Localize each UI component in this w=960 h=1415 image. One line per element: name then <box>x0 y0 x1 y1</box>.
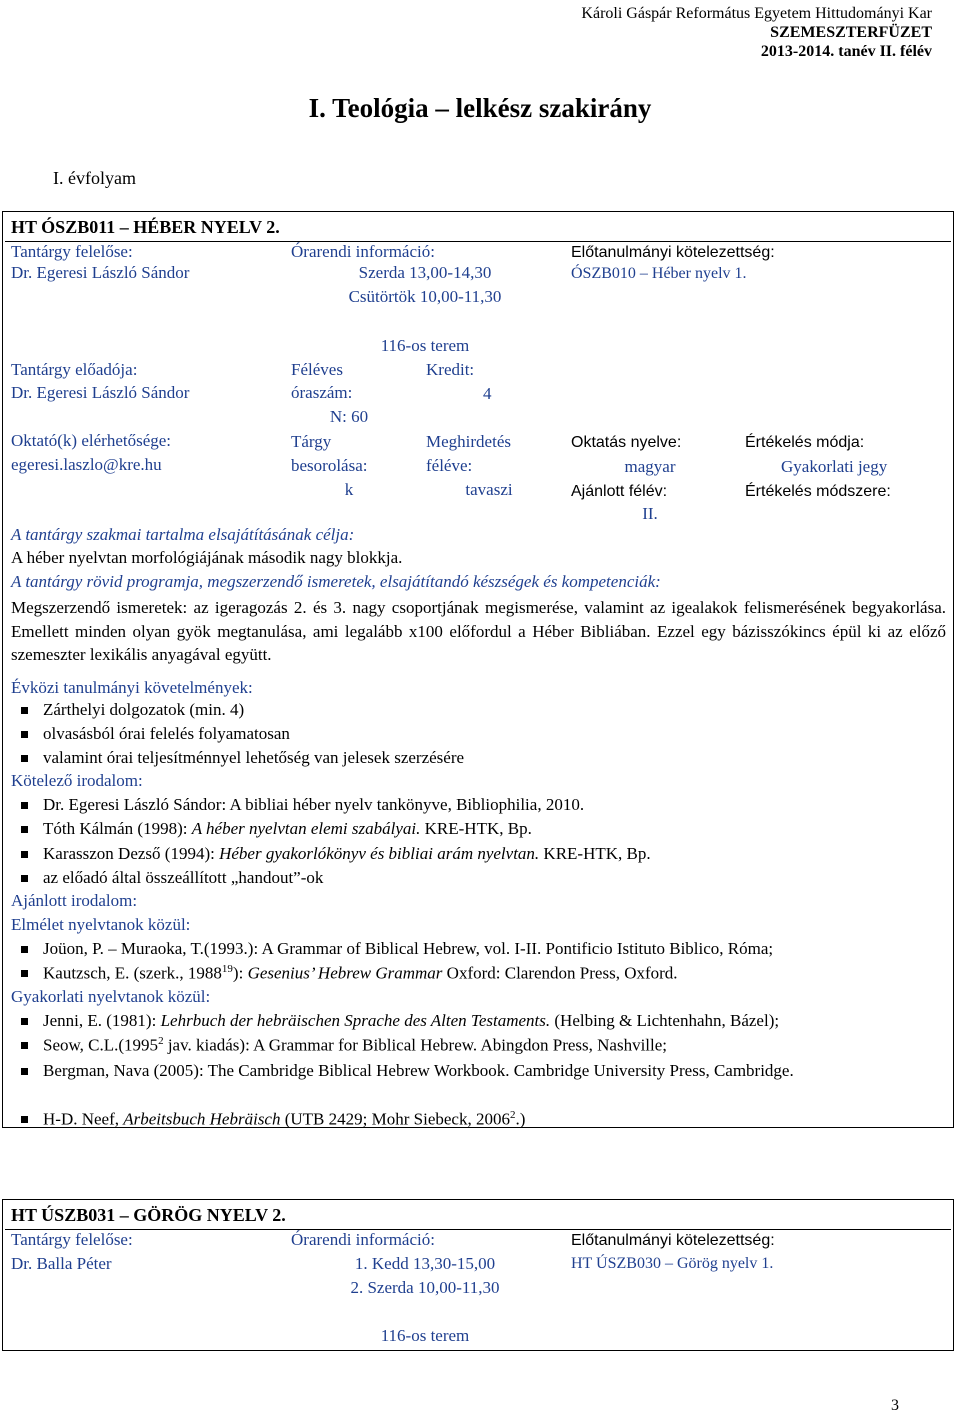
practice-item <box>13 1109 525 1130</box>
course-card-hebrew <box>2 211 954 1128</box>
theory-publisher: Pontificio Istituto Biblico, Róma; <box>541 939 774 958</box>
announce-label-1: Meghirdetés <box>426 432 511 451</box>
page-number: 3 <box>891 1397 899 1414</box>
eval-value: Gyakorlati jegy <box>781 457 888 476</box>
lecturer-name: Dr. Egeresi László Sándor <box>11 383 190 402</box>
lit-author: Karasszon Dezső (1994): <box>43 844 220 863</box>
edition-sup: 2 <box>509 1109 516 1121</box>
lit-publisher: KRE-HTK, Bp. <box>420 819 532 838</box>
req-item <box>13 748 464 768</box>
program-label: A tantárgy rövid programja, megszerzendő ismeretek, elsajátítandó készségek és kompetenciák: <box>11 572 661 591</box>
practice-author: Jenni, E. (1981): <box>43 1011 161 1030</box>
practice-publisher: (Helbing & Lichtenhahn, Bázel); <box>550 1011 780 1030</box>
schedule-label: Órarendi információ: <box>291 1230 435 1249</box>
credit-label: Kredit: <box>426 360 475 379</box>
theory-title: Gesenius’ Hebrew Grammar <box>247 963 443 983</box>
req-item-text: olvasásból órai felelés folyamatosan <box>43 724 290 743</box>
lit-item <box>13 795 584 815</box>
responsible-label: Tantárgy felelőse: <box>11 242 133 261</box>
lit-item <box>13 868 323 888</box>
schedule-label: Órarendi információ: <box>291 242 435 261</box>
practice-edition: jav. kiadás): <box>163 1035 254 1055</box>
practice-item <box>13 1059 923 1083</box>
recsem-label: Ajánlott félév: <box>571 483 668 500</box>
theory-label: Elmélet nyelvtanok közül: <box>11 915 191 934</box>
page-title: I. Teológia – lelkész szakirány <box>308 93 652 123</box>
bullet-icon <box>21 755 28 762</box>
lang-label: Oktatás nyelve: <box>571 434 682 451</box>
schedule-line-2: Csütörtök 10,00-11,30 <box>348 287 502 306</box>
bullet-icon <box>21 707 28 714</box>
theory-sep: ): <box>232 963 248 983</box>
goal-label: A tantárgy szakmai tartalma elsajátításának célja: <box>11 525 355 544</box>
bullet-icon <box>21 802 28 809</box>
lit-item-text: Dr. Egeresi László Sándor: A bibliai héber nyelv tankönyve, Bibliophilia, 2010. <box>43 795 585 814</box>
lit-title: Héber gyakorlókönyv és bibliai arám nyelvtan. <box>219 844 540 863</box>
practice-text: Bergman, Nava (2005): The Cambridge Biblical Hebrew Workbook. Cambridge University Press, Cambridge. <box>43 1061 794 1080</box>
schedule-line-1: Szerda 13,00-14,30 <box>358 263 492 282</box>
prereq-value: ÓSZB010 – Héber nyelv 1. <box>571 265 747 282</box>
course-code: HT ÓSZB011 – HÉBER NYELV 2. <box>11 217 280 237</box>
course-code: HT ÚSZB031 – GÖRÖG NYELV 2. <box>11 1205 286 1225</box>
credit-value: 4 <box>483 384 492 403</box>
year-label: I. évfolyam <box>53 168 136 188</box>
practice-title: Lehrbuch der hebräischen Sprache des Alten Testaments. <box>160 1011 551 1030</box>
bullet-icon <box>21 731 28 738</box>
lit-label: Kötelező irodalom: <box>11 771 143 790</box>
course-card-greek <box>2 1199 954 1351</box>
document-header <box>581 4 932 61</box>
responsible-name: Dr. Egeresi László Sándor <box>11 263 190 282</box>
responsible-label: Tantárgy felelőse: <box>11 1230 133 1249</box>
bullet-icon <box>21 1018 28 1025</box>
prereq-label: Előtanulmányi kötelezettség: <box>571 1232 775 1249</box>
bullet-icon <box>21 1116 28 1123</box>
lit-author: Tóth Kálmán (1998): <box>43 819 192 838</box>
class-label-2: besorolása: <box>291 456 368 475</box>
bullet-icon <box>21 970 28 977</box>
theory-item <box>13 963 678 984</box>
schedule-line-2: 2. Szerda 10,00-11,30 <box>350 1278 500 1297</box>
evalmethod-label: Értékelés módszere: <box>745 483 891 500</box>
recsem-value: II. <box>642 504 658 523</box>
lit-item-text: az előadó által összeállított „handout”-ok <box>43 868 324 887</box>
bullet-icon <box>21 946 28 953</box>
theory-author: Joüon, P. – Muraoka, T.(1993.): <box>43 939 262 958</box>
prereq-value: HT ÚSZB030 – Görög nyelv 1. <box>571 1255 774 1272</box>
room-label: 116-os terem <box>380 336 470 355</box>
theory-title: A Grammar of Biblical Hebrew, vol. I-II. <box>261 939 542 958</box>
theory-publisher: Oxford: Clarendon Press, Oxford. <box>442 963 678 983</box>
room-label: 116-os terem <box>380 1326 470 1345</box>
practice-author: Seow, C.L.(1995 <box>43 1035 159 1055</box>
lang-value: magyar <box>624 457 676 476</box>
practice-title: Arbeitsbuch Hebräisch <box>123 1109 281 1129</box>
edition-sup: 19 <box>221 963 233 975</box>
theory-item <box>13 939 773 959</box>
university-name: Károli Gáspár Református Egyetem Hittudományi Kar <box>581 5 932 22</box>
contact-email[interactable]: egeresi.laszlo@kre.hu <box>11 455 162 474</box>
bullet-icon <box>21 851 28 858</box>
class-value: k <box>344 480 354 499</box>
req-item <box>13 700 244 720</box>
practice-author: H-D. Neef, <box>43 1109 124 1129</box>
practice-tail: .) <box>515 1109 526 1129</box>
responsible-name: Dr. Balla Péter <box>11 1254 112 1273</box>
req-item-text: Zárthelyi dolgozatok (min. 4) <box>43 700 245 719</box>
term-label: 2013-2014. tanév II. félév <box>760 43 932 60</box>
goal-text: A héber nyelvtan morfológiájának második nagy blokkja. <box>11 548 403 567</box>
course-code-underline <box>5 241 951 242</box>
practice-publisher: (UTB 2429; Mohr Siebeck, 2006 <box>280 1109 510 1129</box>
program-text: Megszerzendő ismeretek: az igeragozás 2. és 3. nagy csoportjának megismerése, valamint az igealakok felismerésének begyakorlása. Emellett minden olyan gyök megtanulása, ami legalább x100 előfordul a Héber Bibliában. Ezzel egy bázisszókincs épül ki az előző szemeszter lexikális anyagával együtt. <box>11 598 946 664</box>
lecturer-label: Tantárgy előadója: <box>11 360 138 379</box>
schedule-line-1: 1. Kedd 13,30-15,00 <box>354 1254 496 1273</box>
lit-publisher: KRE-HTK, Bp. <box>539 844 651 863</box>
practice-item <box>13 1011 779 1031</box>
practice-title: A Grammar for Biblical Hebrew. <box>253 1035 478 1055</box>
hours-label-1: Féléves <box>291 360 343 379</box>
bullet-icon <box>21 1068 28 1075</box>
lit-item <box>13 844 651 864</box>
course-code-underline <box>5 1229 951 1230</box>
lit-title: A héber nyelvtan elemi szabályai. <box>191 819 421 838</box>
rec-label: Ajánlott irodalom: <box>11 891 138 910</box>
req-label: Évközi tanulmányi követelmények: <box>11 678 253 697</box>
theory-author: Kautzsch, E. (szerk., 1988 <box>43 963 222 983</box>
practice-publisher: Abingdon Press, Nashville; <box>477 1035 668 1055</box>
practice-label: Gyakorlati nyelvtanok közül: <box>11 987 211 1006</box>
bullet-icon <box>21 826 28 833</box>
bullet-icon <box>21 875 28 882</box>
practice-item <box>13 1035 667 1056</box>
eval-label: Értékelés módja: <box>745 434 865 451</box>
req-item-text: valamint órai teljesítménnyel lehetőség van jelesek szerzésére <box>43 748 465 767</box>
edition-sup: 2 <box>158 1035 164 1047</box>
booklet-title: SZEMESZTERFÜZET <box>770 24 932 41</box>
hours-value: N: 60 <box>329 407 369 426</box>
prereq-label: Előtanulmányi kötelezettség: <box>571 244 775 261</box>
announce-label-2: féléve: <box>426 456 473 475</box>
class-label-1: Tárgy <box>291 432 332 451</box>
contact-label: Oktató(k) elérhetősége: <box>11 431 172 450</box>
announce-value: tavaszi <box>465 480 513 499</box>
req-item <box>13 724 290 744</box>
bullet-icon <box>21 1042 28 1049</box>
hours-label-2: óraszám: <box>291 383 353 402</box>
lit-item <box>13 819 532 839</box>
